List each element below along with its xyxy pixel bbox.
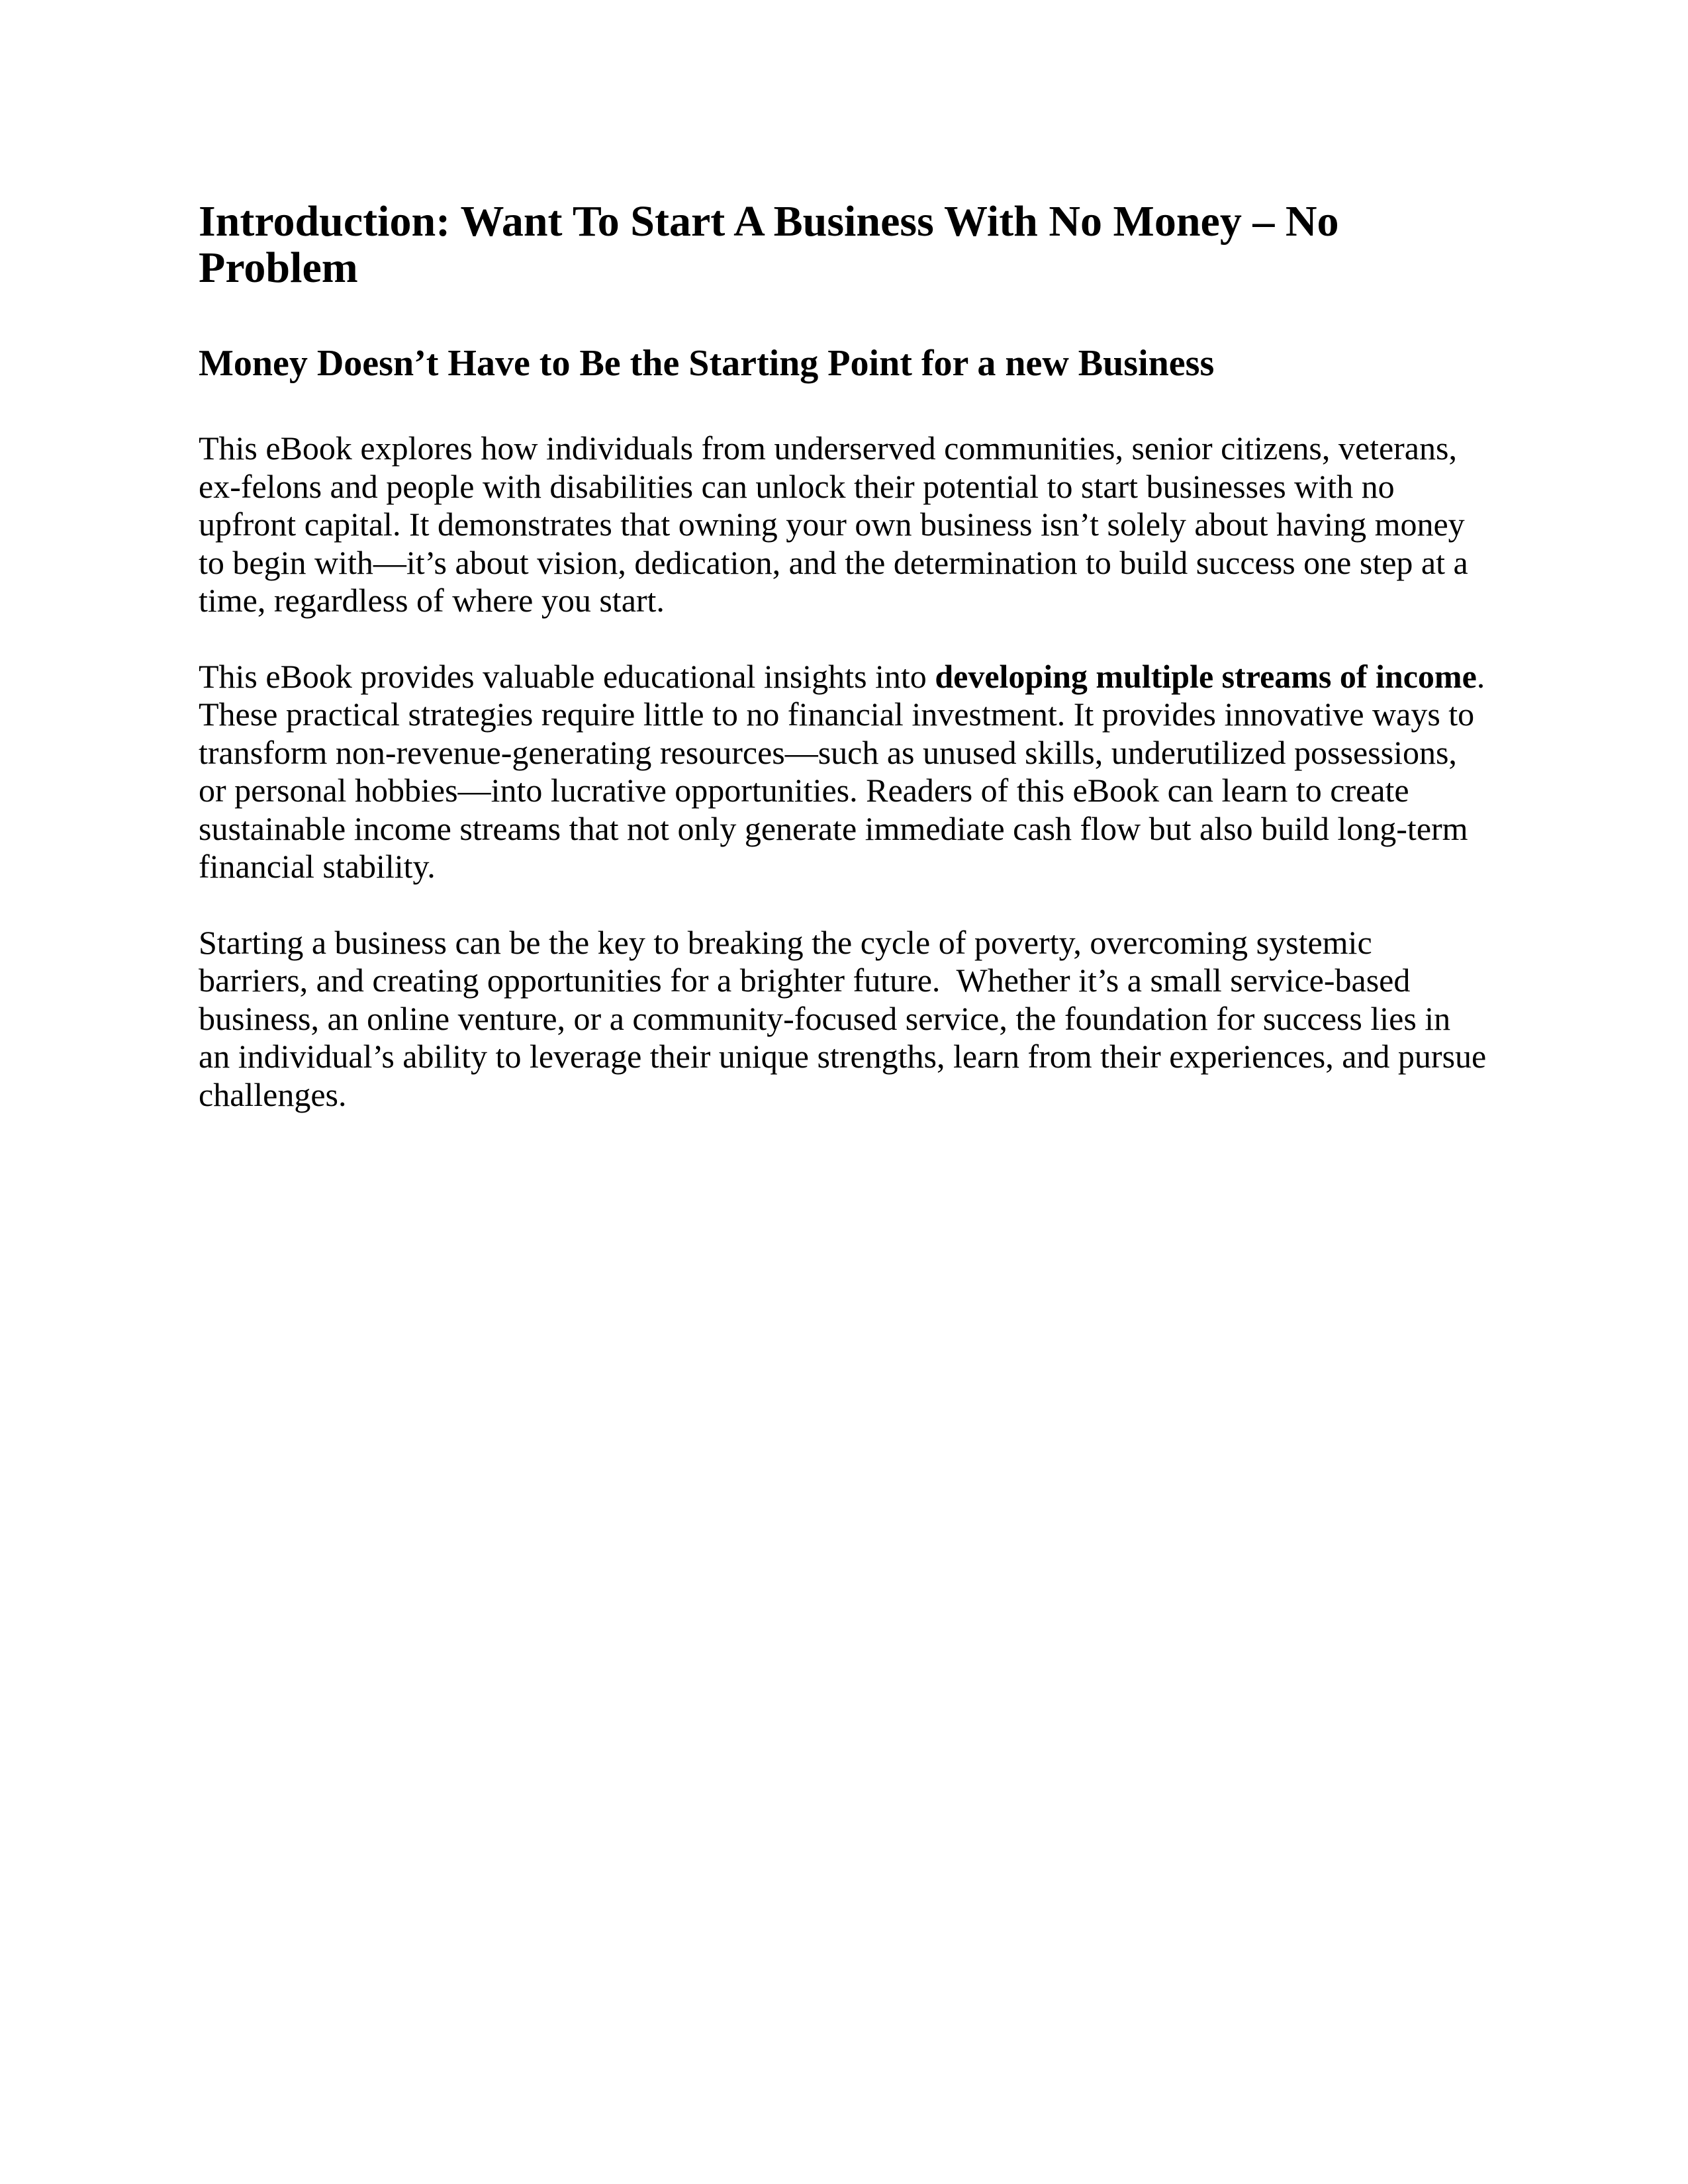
paragraph-income-streams (199, 657, 1493, 886)
paragraph-starting-business: Starting a business can be the key to breaking the cycle of poverty, overcoming systemic barriers, and creating opportunities for a brighter future. Whether it’s a small service-based business, an online venture, or a community-focused service, the foundation for success lies in an individual’s ability to leverage their unique strengths, learn from their experiences, and pursue challenges. (199, 923, 1495, 1113)
page-title: Introduction: Want To Start A Business With No Money – No Problem (199, 197, 1350, 292)
section-subheading: Money Doesn’t Have to Be the Starting Point for a new Business (199, 343, 1215, 384)
bold-phrase-multiple-streams: developing multiple streams of income (935, 657, 1477, 695)
paragraph-intro: This eBook explores how individuals from underserved communities, senior citizens, veterans, ex-felons and people with disabilities can unlock their potential to start businesses with no upfront capital. It demonstrates that owning your own business isn’t solely about having money to begin with—it’s about vision, dedication, and the determination to build success one step at a time, regardless of where you start. (199, 430, 1477, 619)
paragraph-income-streams-text-post: . These practical strategies require little to no financial investment. It provides innovative ways to transform non-revenue-generating resources—such as unused skills, underutilized possessions, or personal hobbies—into lucrative opportunities. Readers of this eBook can learn to create sustainable income streams that not only generate immediate cash flow but also build long-term financial stability. (199, 657, 1493, 885)
paragraph-income-streams-text-pre: This eBook provides valuable educational insights into (199, 657, 935, 695)
